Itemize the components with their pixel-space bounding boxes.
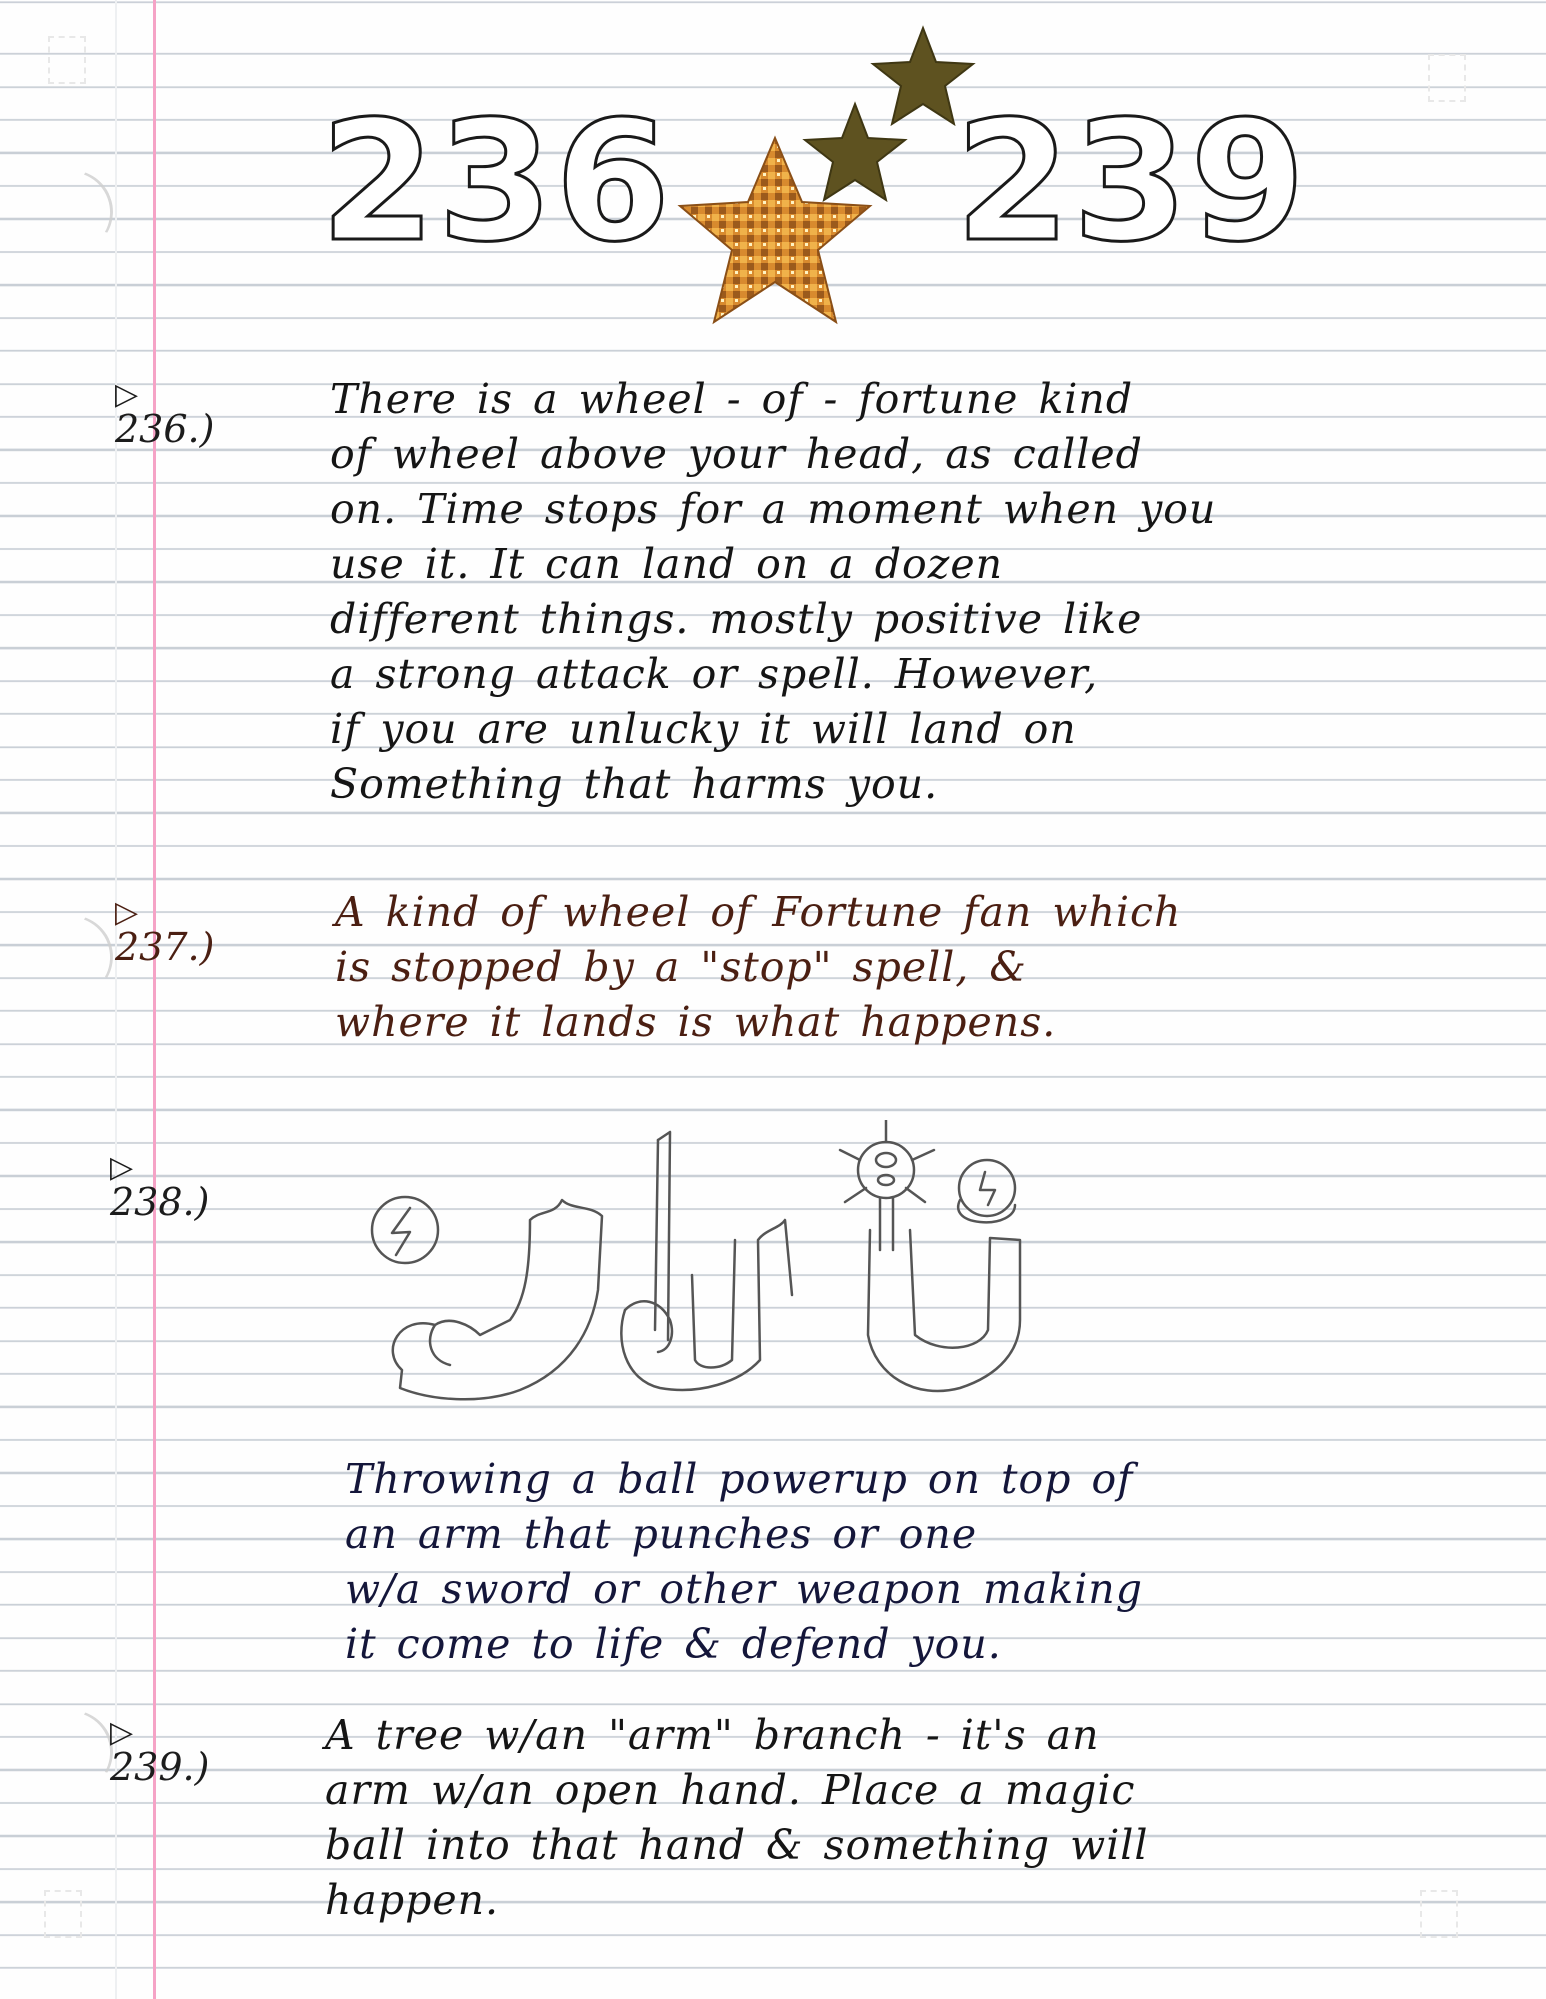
- entry-number-label: 238.): [110, 1180, 210, 1224]
- triangle-bullet-icon: ▷: [115, 377, 139, 412]
- triangle-bullet-icon: ▷: [110, 1715, 134, 1750]
- triangle-bullet-icon: ▷: [110, 1150, 134, 1185]
- binder-hole: [16, 1698, 125, 1806]
- sword-arm-icon: [621, 1132, 792, 1390]
- lightning-ball-icon: [958, 1160, 1015, 1222]
- page-header: [0, 0, 1546, 310]
- binder-hole: [16, 903, 125, 1011]
- entry-number: [110, 1145, 210, 1224]
- header-number-right: 239: [955, 86, 1308, 279]
- entry-number-label: 239.): [110, 1745, 210, 1789]
- header-number-left: 236: [320, 86, 673, 279]
- entry-text: Throwing a ball powerup on top of an arm that punches or one w/a sword or other weapon making it come to life & defend you.: [345, 1455, 1143, 1668]
- entry-text: There is a wheel - of - fortune kind of wheel above your head, as called on. Time stops for a moment when you use it. It can land on a dozen different things. mostly positive like a strong attack or spell. However, if you are unlucky it will land on Something that harms you.: [330, 375, 1217, 808]
- entry-text: A tree w/an "arm" branch - it's an arm w/an open hand. Place a magic ball into that hand & something will happen.: [325, 1711, 1149, 1924]
- entry-number-label: 237.): [115, 925, 215, 969]
- entry-number: [110, 1710, 210, 1789]
- entry-number-label: 236.): [115, 407, 215, 451]
- olive-star-sticker-icon: [868, 24, 978, 129]
- entry-number: [115, 372, 215, 451]
- entry-number: [115, 890, 215, 969]
- arm-powerup-sketch: [340, 1120, 1130, 1420]
- lightning-ball-icon: [372, 1197, 438, 1263]
- triangle-bullet-icon: ▷: [115, 895, 139, 930]
- entry-text: A kind of wheel of Fortune fan which is stopped by a "stop" spell, & where it lands is what happens.: [335, 888, 1182, 1046]
- punching-arm-icon: [393, 1200, 602, 1399]
- corner-mark: [44, 1890, 82, 1938]
